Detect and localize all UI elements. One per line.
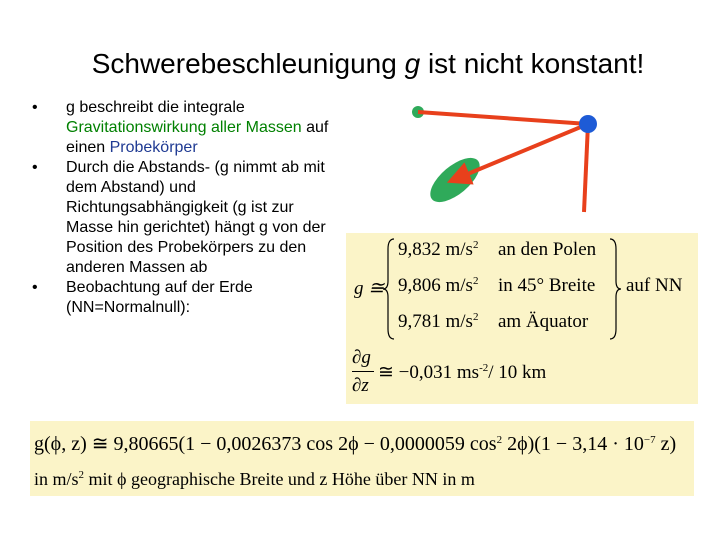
bullet-2-text: Durch die Abstands- (g nimmt ab mit dem Abstand) und Richtungsabhängigkeit (g ist zur Masse hin gerichtet) hängt g von der Position des Probekörpers zu den anderen Massen ab xyxy=(66,159,326,276)
bullet-list xyxy=(32,98,332,318)
bullet-1-gravitation: Gravitationswirkung xyxy=(66,119,207,136)
row-1-desc: an den Polen xyxy=(498,239,597,260)
formula-part-b: 2ϕ)(1 − 3,14 · 10 xyxy=(502,433,644,455)
gravity-values-box xyxy=(346,233,698,404)
deriv-tail: / 10 km xyxy=(488,362,547,383)
formula-line-1 xyxy=(34,431,676,456)
force-arrow-to-ellipse xyxy=(458,124,588,178)
row-1-exp: 2 xyxy=(472,239,479,251)
row-2-desc: in 45° Breite xyxy=(498,275,596,296)
g-equals: g ≅ xyxy=(354,278,385,299)
row-1-value xyxy=(398,239,478,261)
bullet-marker: • xyxy=(32,159,38,176)
g-label xyxy=(354,277,384,300)
row-3-exp: 2 xyxy=(472,311,479,323)
left-brace xyxy=(382,237,396,341)
deriv-exp: -2 xyxy=(479,362,489,374)
bullet-marker: • xyxy=(32,279,38,296)
gravity-formula-box xyxy=(30,421,694,496)
gravitation-diagram xyxy=(410,100,610,220)
bullet-2 xyxy=(32,158,332,278)
row-2-exp: 2 xyxy=(472,275,479,287)
formula-line-2 xyxy=(34,469,475,490)
row-2-value xyxy=(398,275,478,297)
connection-line xyxy=(418,112,588,124)
formula-exp-2: −7 xyxy=(643,434,656,446)
title-variable: g xyxy=(404,48,421,79)
row-3-value xyxy=(398,311,478,333)
row-2-number: 9,806 m/s xyxy=(398,275,473,296)
formula-part-a: g(ϕ, z) ≅ 9,80665(1 − 0,0026373 cos 2ϕ − 0,0000059 cos xyxy=(34,433,497,455)
bullet-3-text: Beobachtung auf der Erde (NN=Normalnull): xyxy=(66,279,253,316)
bullet-1 xyxy=(32,98,332,158)
units-text: in m/s xyxy=(34,469,79,489)
bullet-1-text: g beschreibt die integrale xyxy=(66,99,245,116)
row-1-number: 9,832 m/s xyxy=(398,239,473,260)
deriv-denominator: ∂z xyxy=(352,375,369,396)
units-exp: 2 xyxy=(78,469,85,481)
deriv-value xyxy=(378,361,546,384)
formula-part-c: z) xyxy=(655,433,677,455)
title-text: Schwerebeschleunigung xyxy=(91,48,405,79)
fraction-bar xyxy=(352,371,374,372)
legend-text: mit ϕ geographische Breite und z Höhe über NN in m xyxy=(84,469,475,489)
bullet-1-text-2: auf einen xyxy=(66,119,329,156)
probe-body xyxy=(579,115,597,133)
title-text-end: ist nicht konstant! xyxy=(420,48,645,79)
mass-ellipse xyxy=(423,150,487,210)
row-3-desc: am Äquator xyxy=(498,311,589,332)
row-3-number: 9,781 m/s xyxy=(398,311,473,332)
bullet-marker: • xyxy=(32,99,38,116)
deriv-numerator: ∂g xyxy=(352,347,371,368)
at-sea-level: auf NN xyxy=(626,275,683,296)
formula-exp: 2 xyxy=(496,434,503,446)
bullet-3 xyxy=(32,278,332,318)
deriv-rel: ≅ −0,031 ms xyxy=(378,362,480,383)
force-line-down xyxy=(584,124,588,212)
slide-title xyxy=(0,48,720,80)
bullet-1-masses: aller Massen xyxy=(210,119,302,136)
right-brace xyxy=(608,237,622,341)
bullet-1-probe: Probekörper xyxy=(109,139,198,156)
